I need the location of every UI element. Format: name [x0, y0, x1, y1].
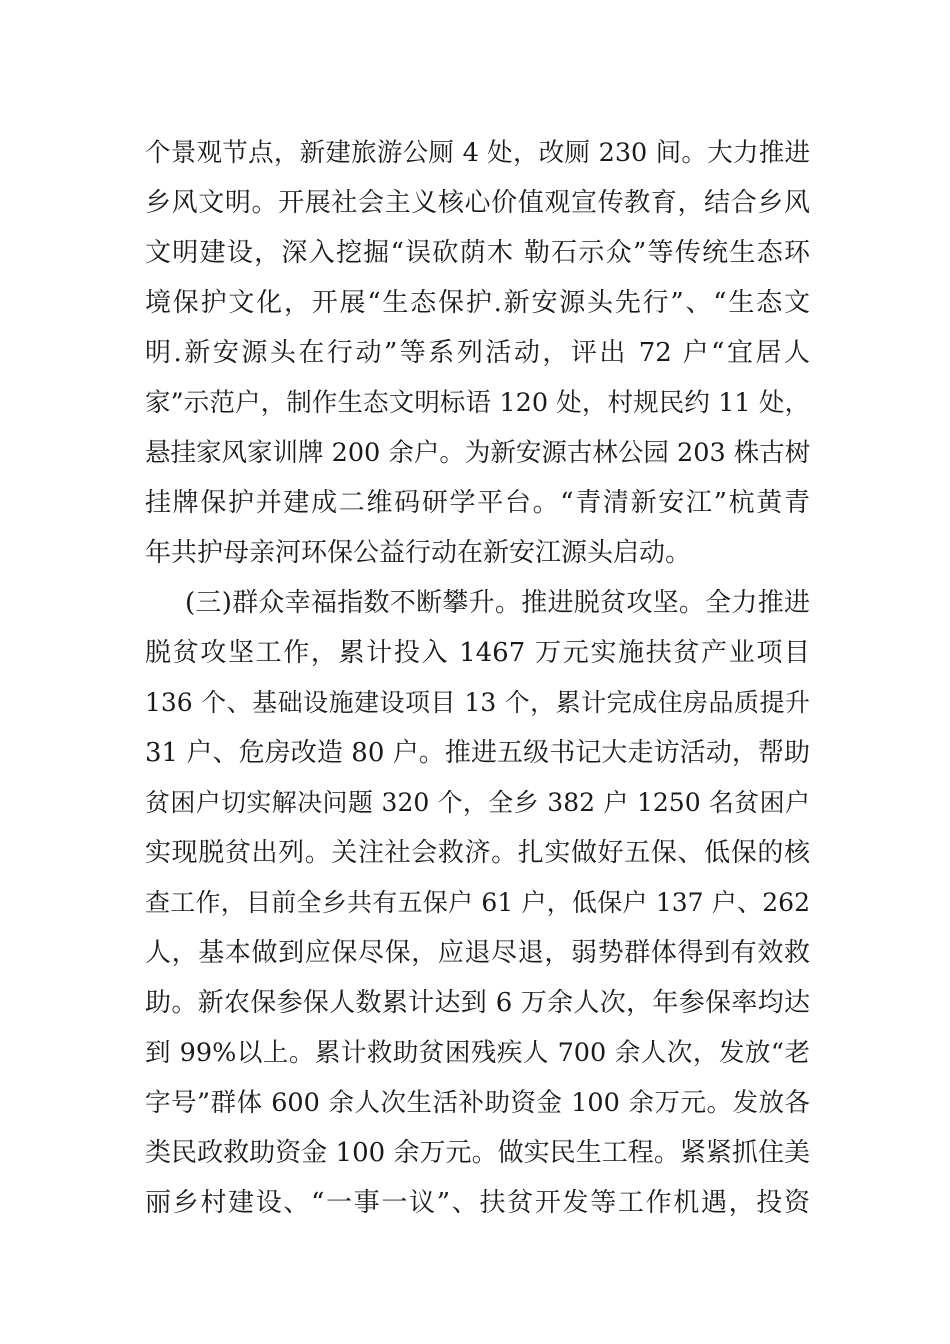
text-line-5: 明.新安源头在行动”等系列活动，评出 72 户“宜居人	[145, 338, 810, 368]
text-line-11: 脱贫攻坚工作，累计投入 1467 万元实施扶贫产业项目	[145, 638, 810, 668]
text-line-16: 查工作，目前全乡共有五保户 61 户，低保户 137 户、262	[145, 888, 810, 917]
text-line-8: 挂牌保护并建成二维码研学平台。“青清新安江”杭黄青	[145, 488, 810, 518]
text-line-7: 悬挂家风家训牌 200 余户。为新安源古林公园 203 株古树	[145, 438, 811, 468]
text-line-6: 家”示范户，制作生态文明标语 120 处，村规民约 11 处，	[145, 388, 810, 418]
text-line-22: 丽乡村建设、“一事一议”、扶贫开发等工作机遇，投资	[145, 1188, 810, 1218]
text-line-4: 境保护文化，开展“生态保护.新安源头先行”、“生态文	[145, 288, 810, 318]
text-line-12: 136 个、基础设施建设项目 13 个，累计完成住房品质提升	[145, 688, 810, 717]
text-line-14: 贫困户切实解决问题 320 个，全乡 382 户 1250 名贫困户	[145, 788, 810, 817]
text-line-2: 乡风文明。开展社会主义核心价值观宣传教育，结合乡风	[145, 188, 810, 218]
text-line-17: 人，基本做到应保尽保，应退尽退，弱势群体得到有效救	[145, 938, 810, 968]
text-line-3: 文明建设，深入挖掘“误砍荫木 勒石示众”等传统生态环	[145, 238, 810, 268]
text-line-9: 年共护母亲河环保公益行动在新安江源头启动。	[145, 538, 692, 568]
section-heading-line: (三)群众幸福指数不断攀升。推进脱贫攻坚。全力推进	[185, 588, 810, 618]
text-line-13: 31 户、危房改造 80 户。推进五级书记大走访活动，帮助	[145, 738, 810, 768]
text-line-21: 类民政救助资金 100 余万元。做实民生工程。紧紧抓住美	[145, 1138, 810, 1168]
text-line-19: 到 99%以上。累计救助贫困残疾人 700 余人次，发放“老	[145, 1038, 810, 1068]
text-line-15: 实现脱贫出列。关注社会救济。扎实做好五保、低保的核	[145, 838, 810, 868]
text-line-18: 助。新农保参保人数累计达到 6 万余人次，年参保率均达	[145, 988, 810, 1018]
text-line-20: 字号”群体 600 余人次生活补助资金 100 余万元。发放各	[145, 1088, 810, 1118]
text-line-1: 个景观节点，新建旅游公厕 4 处，改厕 230 间。大力推进	[145, 138, 810, 168]
